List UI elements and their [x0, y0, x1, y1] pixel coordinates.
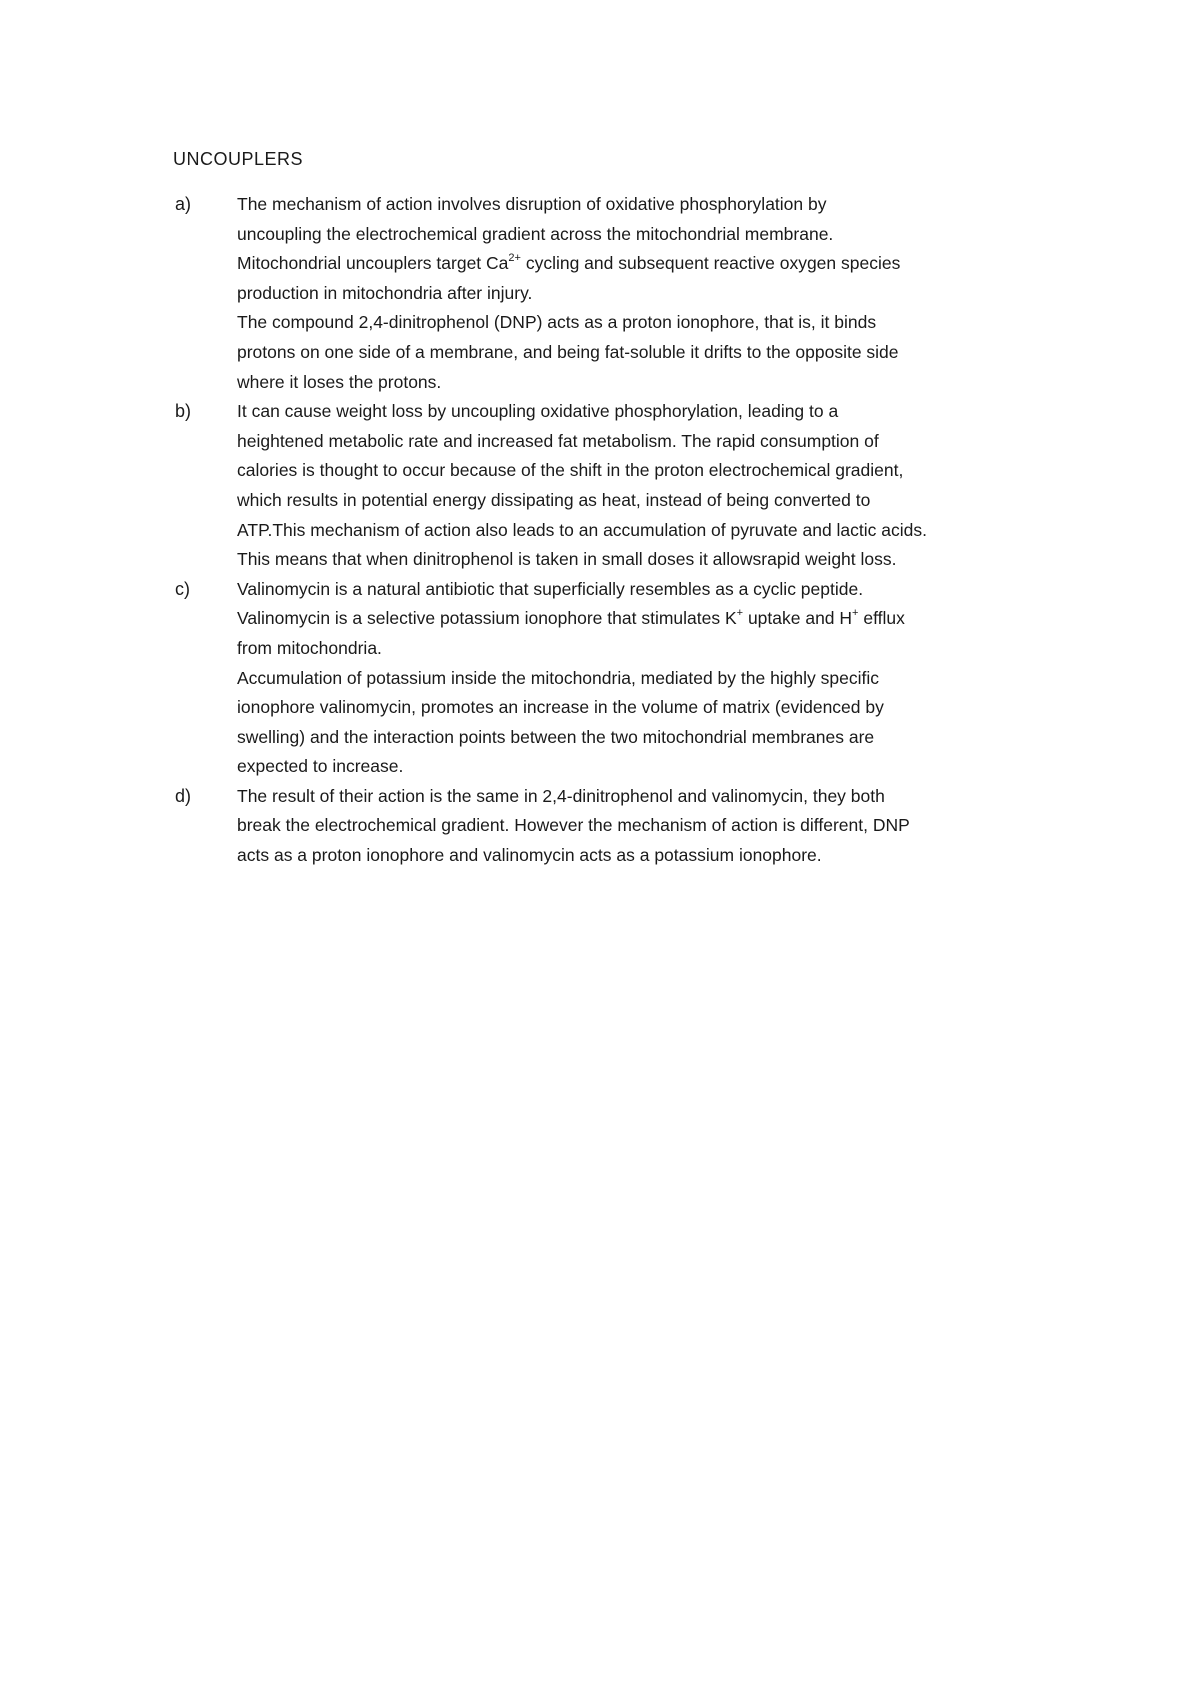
text-run: which results in potential energy dissipating as heat, instead of being converted to — [237, 489, 871, 510]
text-line — [237, 190, 1053, 220]
text-line — [237, 368, 1053, 398]
item-marker: d) — [175, 785, 192, 806]
text-run: expected to increase. — [237, 756, 404, 777]
superscript: + — [736, 607, 744, 620]
text-line — [237, 249, 1053, 279]
text-run: heightened metabolic rate and increased fat metabolism. The rapid consumption of — [237, 430, 879, 451]
text-run: Valinomycin is a natural antibiotic that superficially resembles as a cyclic peptide. — [237, 578, 864, 599]
answer-text — [237, 575, 1053, 782]
text-line — [237, 220, 1053, 250]
text-run: Accumulation of potassium inside the mitochondria, mediated by the highly specific — [237, 667, 880, 688]
text-run: Mitochondrial uncouplers target Ca — [237, 253, 509, 274]
answer-text — [237, 397, 1053, 575]
answer-item — [173, 782, 1053, 871]
text-line — [237, 397, 1053, 427]
text-run: acts as a proton ionophore and valinomycin acts as a potassium ionophore. — [237, 845, 822, 866]
text-run: efflux — [858, 608, 905, 629]
text-run: Valinomycin is a selective potassium ionophore that stimulates K — [237, 608, 737, 629]
answer-text — [237, 190, 1053, 397]
text-line — [237, 427, 1053, 457]
answer-list — [173, 190, 1053, 871]
text-run: The result of their action is the same in 2,4-dinitrophenol and valinomycin, they both — [237, 785, 885, 806]
text-run: break the electrochemical gradient. However the mechanism of action is different, DNP — [237, 815, 910, 836]
text-line — [237, 604, 1053, 634]
text-line — [237, 516, 1053, 546]
text-run: ATP.This mechanism of action also leads to an accumulation of pyruvate and lactic acids. — [237, 519, 927, 540]
text-run: swelling) and the interaction points between the two mitochondrial membranes are — [237, 726, 875, 747]
text-line — [237, 752, 1053, 782]
text-line — [237, 723, 1053, 753]
text-run: where it loses the protons. — [237, 371, 442, 392]
text-run: ionophore valinomycin, promotes an increase in the volume of matrix (evidenced by — [237, 697, 884, 718]
text-run: uptake and H — [743, 608, 853, 629]
text-run: from mitochondria. — [237, 637, 382, 658]
text-line — [237, 782, 1053, 812]
text-line — [237, 486, 1053, 516]
text-run: cycling and subsequent reactive oxygen species — [520, 253, 901, 274]
text-run: This means that when dinitrophenol is taken in small doses it allowsrapid weight loss. — [237, 549, 897, 570]
answer-item — [173, 190, 1053, 397]
item-marker: c) — [175, 578, 190, 599]
text-run: It can cause weight loss by uncoupling oxidative phosphorylation, leading to a — [237, 401, 839, 422]
text-line — [237, 308, 1053, 338]
superscript: + — [852, 607, 859, 620]
text-run: production in mitochondria after injury. — [237, 282, 533, 303]
text-line — [237, 841, 1053, 871]
text-line — [237, 664, 1053, 694]
text-line — [237, 456, 1053, 486]
document-title: UNCOUPLERS — [173, 149, 304, 169]
text-line — [237, 634, 1053, 664]
text-run: The mechanism of action involves disruption of oxidative phosphorylation by — [237, 194, 827, 214]
answer-text — [237, 782, 1053, 871]
superscript: 2+ — [508, 252, 521, 265]
item-marker: a) — [175, 194, 192, 214]
answer-item — [173, 575, 1053, 782]
text-run: protons on one side of a membrane, and being fat-soluble it drifts to the opposite side — [237, 341, 899, 362]
text-run: uncoupling the electrochemical gradient across the mitochondrial membrane. — [237, 223, 834, 244]
text-line — [237, 693, 1053, 723]
item-marker: b) — [175, 401, 192, 422]
answer-item — [173, 397, 1053, 575]
text-line — [237, 279, 1053, 309]
text-run: calories is thought to occur because of the shift in the proton electrochemical gradient, — [237, 460, 904, 481]
text-run: The compound 2,4-dinitrophenol (DNP) acts as a proton ionophore, that is, it binds — [237, 312, 877, 333]
text-line — [237, 575, 1053, 605]
text-line — [237, 338, 1053, 368]
text-line — [237, 545, 1053, 575]
text-line — [237, 811, 1053, 841]
